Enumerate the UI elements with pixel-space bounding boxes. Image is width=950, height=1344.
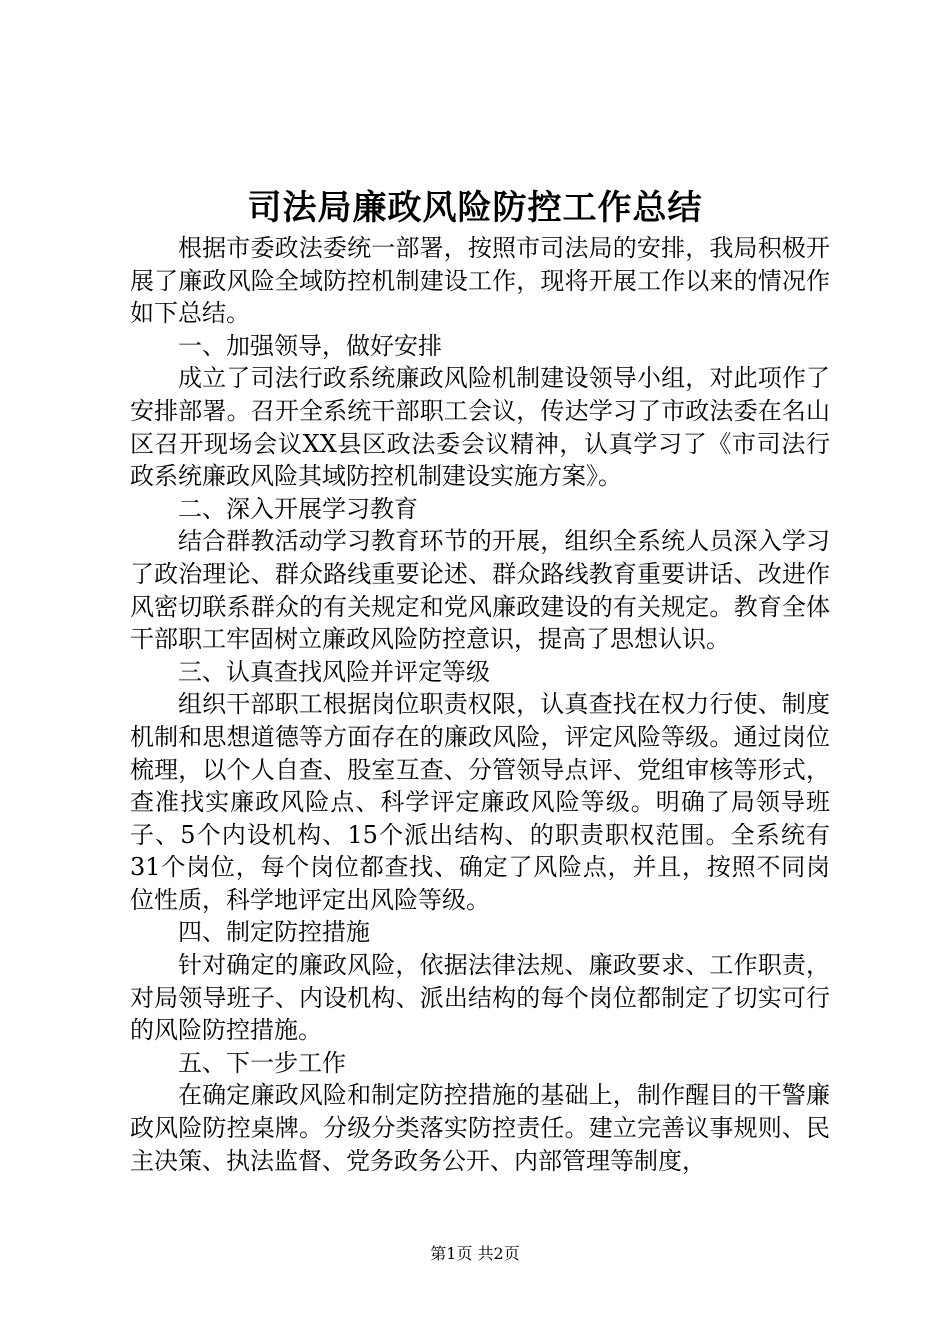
section-heading-5: 五、下一步工作 — [178, 1048, 346, 1077]
paragraph-section-2: 结合群教活动学习教育环节的开展，组织全系统人员深入学习了政治理论、群众路线重要论述、群众路线教育重要讲话、改进作风密切联系群众的有关规定和党风廉政建设的有关规定。教育全体干部职工牢固树立廉政风险防控意识，提高了思想认识。 — [130, 527, 830, 654]
page-footer: 第1页 共2页 — [430, 1244, 520, 1263]
section-heading-4: 四、制定防控措施 — [178, 918, 370, 947]
paragraph-section-1: 成立了司法行政系统廉政风险机制建设领导小组，对此项作了安排部署。召开全系统干部职工会议，传达学习了市政法委在名山区召开现场会议XX县区政法委会议精神，认真学习了《市司法行政系统廉政风险其域防控机制建设实施方案》。 — [130, 364, 830, 491]
paragraph-section-5: 在确定廉政风险和制定防控措施的基础上，制作醒目的干警廉政风险防控桌牌。分级分类落实防控责任。建立完善议事规则、民主决策、执法监督、党务政务公开、内部管理等制度， — [130, 1081, 830, 1175]
paragraph-intro: 根据市委政法委统一部署，按照市司法局的安排，我局积极开展了廉政风险全域防控机制建设工作，现将开展工作以来的情况作如下总结。 — [130, 234, 830, 328]
document-body — [130, 232, 830, 1177]
paragraph-section-4: 针对确定的廉政风险，依据法律法规、廉政要求、工作职责，对局领导班子、内设机构、派出结构的每个岗位都制定了切实可行的风险防控措施。 — [130, 951, 830, 1045]
section-heading-2: 二、深入开展学习教育 — [178, 494, 418, 523]
paragraph-section-3: 组织干部职工根据岗位职责权限，认真查找在权力行使、制度机制和思想道德等方面存在的廉政风险，评定风险等级。通过岗位梳理，以个人自查、股室互查、分管领导点评、党组审核等形式，查准找实廉政风险点、科学评定廉政风险等级。明确了局领导班子、5个内设机构、15个派出结构、的职责职权范围。全系统有31个岗位，每个岗位都查找、确定了风险点，并且，按照不同岗位性质，科学地评定出风险等级。 — [130, 690, 830, 914]
section-heading-3: 三、认真查找风险并评定等级 — [178, 657, 490, 686]
document-title: 司法局廉政风险防控工作总结 — [247, 188, 703, 228]
section-heading-1: 一、加强领导，做好安排 — [178, 331, 442, 360]
